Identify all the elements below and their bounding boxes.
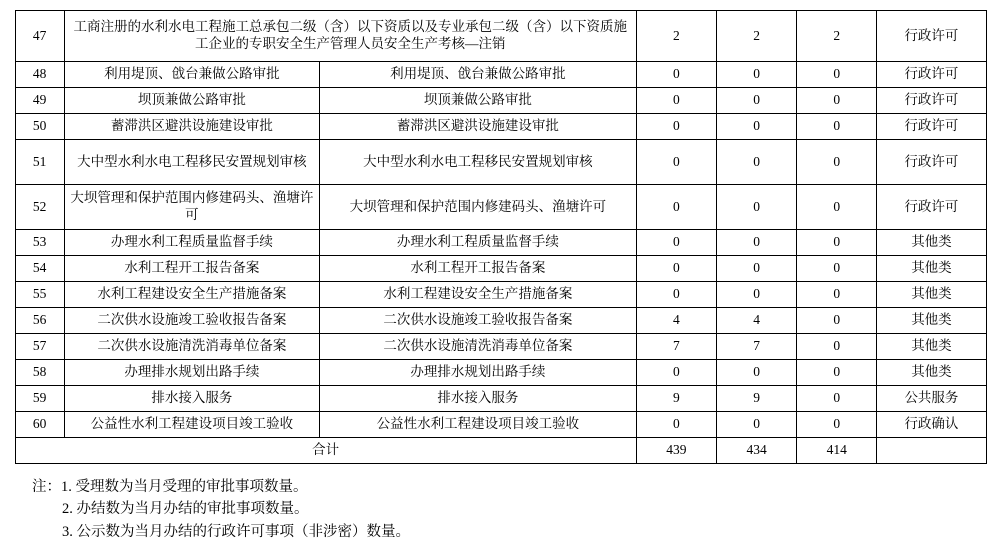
cell-item-type: 其他类	[877, 308, 986, 334]
cell-published-count: 2	[797, 11, 877, 62]
cell-serial-number: 55	[15, 282, 64, 308]
note-line-3	[32, 521, 987, 543]
cell-accepted-count: 7	[636, 334, 716, 360]
cell-completed-count: 0	[716, 282, 796, 308]
cell-accepted-count: 0	[636, 360, 716, 386]
cell-item-name: 水利工程开工报告备案	[64, 256, 319, 282]
table-total-row	[15, 438, 986, 464]
cell-completed-count: 2	[716, 11, 796, 62]
cell-item-detail: 坝顶兼做公路审批	[319, 88, 636, 114]
note-line-2	[32, 498, 987, 520]
cell-item-detail: 水利工程建设安全生产措施备案	[319, 282, 636, 308]
cell-item-type: 其他类	[877, 282, 986, 308]
cell-accepted-count: 0	[636, 256, 716, 282]
cell-published-count: 0	[797, 88, 877, 114]
cell-published-count: 0	[797, 412, 877, 438]
cell-item-type: 行政许可	[877, 88, 986, 114]
table-row	[15, 114, 986, 140]
cell-serial-number: 57	[15, 334, 64, 360]
cell-serial-number: 49	[15, 88, 64, 114]
cell-completed-count: 0	[716, 62, 796, 88]
cell-completed-count: 7	[716, 334, 796, 360]
cell-serial-number: 48	[15, 62, 64, 88]
cell-item-type: 公共服务	[877, 386, 986, 412]
total-published-count: 414	[797, 438, 877, 464]
table-row	[15, 308, 986, 334]
cell-accepted-count: 0	[636, 282, 716, 308]
cell-item-detail: 蓄滞洪区避洪设施建设审批	[319, 114, 636, 140]
cell-completed-count: 9	[716, 386, 796, 412]
cell-item-type: 其他类	[877, 334, 986, 360]
cell-completed-count: 0	[716, 185, 796, 230]
cell-accepted-count: 0	[636, 185, 716, 230]
cell-published-count: 0	[797, 256, 877, 282]
cell-item-name: 二次供水设施竣工验收报告备案	[64, 308, 319, 334]
cell-serial-number: 54	[15, 256, 64, 282]
cell-completed-count: 0	[716, 114, 796, 140]
cell-published-count: 0	[797, 140, 877, 185]
cell-serial-number: 59	[15, 386, 64, 412]
cell-published-count: 0	[797, 334, 877, 360]
table-row	[15, 360, 986, 386]
cell-completed-count: 0	[716, 140, 796, 185]
cell-completed-count: 4	[716, 308, 796, 334]
cell-published-count: 0	[797, 62, 877, 88]
cell-item-type: 行政许可	[877, 62, 986, 88]
cell-serial-number: 47	[15, 11, 64, 62]
cell-published-count: 0	[797, 185, 877, 230]
cell-accepted-count: 0	[636, 88, 716, 114]
cell-item-name: 办理排水规划出路手续	[64, 360, 319, 386]
table-row	[15, 140, 986, 185]
cell-item-detail: 办理水利工程质量监督手续	[319, 230, 636, 256]
cell-item-detail: 利用堤顶、戗台兼做公路审批	[319, 62, 636, 88]
table-row	[15, 185, 986, 230]
cell-item-detail: 二次供水设施清洗消毒单位备案	[319, 334, 636, 360]
cell-item-name: 坝顶兼做公路审批	[64, 88, 319, 114]
cell-item-type: 行政许可	[877, 11, 986, 62]
note-text-3: 3. 公示数为当月办结的行政许可事项（非涉密）数量。	[62, 523, 410, 540]
cell-published-count: 0	[797, 308, 877, 334]
cell-item-name: 大坝管理和保护范围内修建码头、渔塘许可	[64, 185, 319, 230]
table-row	[15, 62, 986, 88]
cell-accepted-count: 0	[636, 230, 716, 256]
table-row	[15, 230, 986, 256]
cell-item-name: 二次供水设施清洗消毒单位备案	[64, 334, 319, 360]
cell-item-detail: 排水接入服务	[319, 386, 636, 412]
cell-published-count: 0	[797, 230, 877, 256]
cell-item-name: 水利工程建设安全生产措施备案	[64, 282, 319, 308]
cell-item-type: 其他类	[877, 230, 986, 256]
cell-item-type: 其他类	[877, 360, 986, 386]
cell-item-name: 利用堤顶、戗台兼做公路审批	[64, 62, 319, 88]
cell-item-type: 行政许可	[877, 114, 986, 140]
cell-item-name: 排水接入服务	[64, 386, 319, 412]
table-row	[15, 11, 986, 62]
cell-accepted-count: 9	[636, 386, 716, 412]
cell-serial-number: 50	[15, 114, 64, 140]
cell-completed-count: 0	[716, 412, 796, 438]
cell-accepted-count: 2	[636, 11, 716, 62]
table-row	[15, 282, 986, 308]
cell-serial-number: 56	[15, 308, 64, 334]
cell-completed-count: 0	[716, 230, 796, 256]
cell-serial-number: 60	[15, 412, 64, 438]
cell-accepted-count: 0	[636, 62, 716, 88]
cell-completed-count: 0	[716, 256, 796, 282]
note-text-1: 1. 受理数为当月受理的审批事项数量。	[61, 479, 308, 495]
cell-item-name: 办理水利工程质量监督手续	[64, 230, 319, 256]
cell-item-type: 行政许可	[877, 185, 986, 230]
cell-accepted-count: 0	[636, 140, 716, 185]
total-type	[877, 438, 986, 464]
cell-accepted-count: 0	[636, 412, 716, 438]
total-accepted-count: 439	[636, 438, 716, 464]
cell-accepted-count: 4	[636, 308, 716, 334]
cell-serial-number: 52	[15, 185, 64, 230]
cell-item-type: 行政确认	[877, 412, 986, 438]
cell-published-count: 0	[797, 114, 877, 140]
approval-items-table	[15, 10, 987, 464]
cell-item-type: 其他类	[877, 256, 986, 282]
table-row	[15, 386, 986, 412]
cell-item-detail: 公益性水利工程建设项目竣工验收	[319, 412, 636, 438]
cell-item-name: 大中型水利水电工程移民安置规划审核	[64, 140, 319, 185]
cell-item-detail: 水利工程开工报告备案	[319, 256, 636, 282]
table-row	[15, 256, 986, 282]
table-row	[15, 334, 986, 360]
note-text-2: 2. 办结数为当月办结的审批事项数量。	[62, 501, 309, 518]
table-body	[15, 11, 986, 464]
table-row	[15, 412, 986, 438]
cell-accepted-count: 0	[636, 114, 716, 140]
cell-item-name: 蓄滞洪区避洪设施建设审批	[64, 114, 319, 140]
cell-completed-count: 0	[716, 360, 796, 386]
cell-item-detail: 办理排水规划出路手续	[319, 360, 636, 386]
cell-published-count: 0	[797, 360, 877, 386]
cell-item-name: 公益性水利工程建设项目竣工验收	[64, 412, 319, 438]
notes-block	[32, 476, 987, 543]
table-row	[15, 88, 986, 114]
cell-serial-number: 58	[15, 360, 64, 386]
total-label: 合计	[15, 438, 636, 464]
cell-item-detail: 大坝管理和保护范围内修建码头、渔塘许可	[319, 185, 636, 230]
cell-completed-count: 0	[716, 88, 796, 114]
cell-published-count: 0	[797, 282, 877, 308]
cell-item-detail: 二次供水设施竣工验收报告备案	[319, 308, 636, 334]
total-completed-count: 434	[716, 438, 796, 464]
cell-item-name: 工商注册的水利水电工程施工总承包二级（含）以下资质以及专业承包二级（含）以下资质施工企业的专职安全生产管理人员安全生产考核—注销	[64, 11, 636, 62]
cell-serial-number: 53	[15, 230, 64, 256]
cell-item-detail: 大中型水利水电工程移民安置规划审核	[319, 140, 636, 185]
cell-serial-number: 51	[15, 140, 64, 185]
cell-published-count: 0	[797, 386, 877, 412]
cell-item-type: 行政许可	[877, 140, 986, 185]
notes-prefix: 注：	[32, 479, 61, 495]
note-line-1	[32, 476, 987, 498]
